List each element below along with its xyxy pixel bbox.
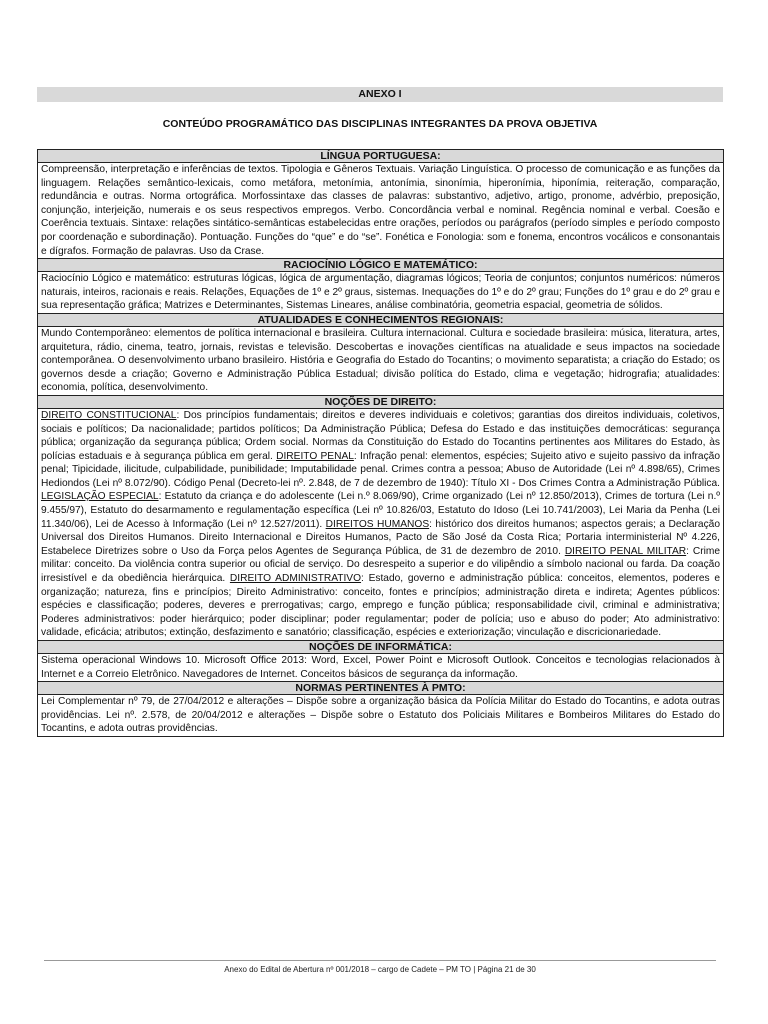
- section-text-portugues: Compreensão, interpretação e inferências de textos. Tipologia e Gêneros Textuais. Variação Linguística. O processo de comunicação e as funções da linguagem. Relações semântico-lexicais, como metáfora, metonímia, antonímia, sinonímia, hiperonímia, hiponímia, reiteração, comparação, redundância e outras. Norma ortográfica. Morfossintaxe das classes de palavras: substantivo, adjetivo, artigo, pronome, advérbio, preposição, conjunção, interjeição, numerais e os seus respectivos empregos. Verbo. Concordância verbal e nominal. Regência nominal e verbal. Coesão e Coerência textuais. Sintaxe: relações sintático-semânticas estabelecidas entre orações, períodos ou parágrafos (período simples e período composto por coordenação e subordinação). Pontuação. Funções do “que” e do “se”. Fonética e Fonologia: som e fonema, encontros vocálicos e consonantais e dígrafos. Formação de palavras. Uso da Crase.: [38, 163, 724, 259]
- section-body-row: [38, 408, 724, 640]
- section-text-atualidades: Mundo Contemporâneo: elementos de política internacional e brasileira. Cultura internacional. Cultura e sociedade brasileira: música, literatura, artes, arquitetura, rádio, cinema, teatro, jornais, revistas e televisão. Descobertas e inovações científicas na atualidade e seus impactos na sociedade contemporânea. O desenvolvimento urbano brasileiro. História e Geografia do Estado do Tocantins; o movimento separatista; a criação do Estado; os governos desde a criação; Governo e Administração Pública Estadual; divisão política do Estado, clima e vegetação; hidrografia; atualidades: economia, política, desenvolvimento.: [38, 326, 724, 395]
- section-text-direito: [38, 408, 724, 640]
- subject-label-administrativo: DIREITO ADMINISTRATIVO: [229, 573, 362, 585]
- section-title-atualidades: ATUALIDADES E CONHECIMENTOS REGIONAIS:: [38, 313, 724, 326]
- section-header-row: [38, 150, 724, 163]
- document-subtitle: CONTEÚDO PROGRAMÁTICO DAS DISCIPLINAS INTEGRANTES DA PROVA OBJETIVA: [162, 118, 598, 130]
- subject-text-constitucional: : Dos princípios fundamentais; direitos e deveres individuais e coletivos; garantias dos direitos individuais, coletivos, sociais e políticos; Da nacionalidade; partidos políticos; Da Administração Pública; Defesa do Estado e das instituições democráticas: segurança pública; organização da segurança pública; Ordem social. Normas da Constituição do Estado do Tocantins pertinentes aos Militares do Estado, às polícias estaduais e à segurança pública em geral.: [41, 409, 720, 462]
- footer-divider: [44, 960, 716, 961]
- section-header-row: [38, 641, 724, 654]
- subject-label-constitucional: DIREITO CONSTITUCIONAL: [41, 409, 177, 421]
- syllabus-table: [37, 149, 724, 737]
- subject-label-penal-militar: DIREITO PENAL MILITAR: [564, 545, 687, 557]
- page-footer: Anexo do Edital de Abertura nº 001/2018 – cargo de Cadete – PM TO | Página 21 de 30: [224, 965, 536, 974]
- section-header-row: [38, 395, 724, 408]
- section-text-raciocinio: Raciocínio Lógico e matemático: estruturas lógicas, lógica de argumentação, diagramas lógicos; Teoria de conjuntos; conjuntos numéricos: números naturais, inteiros, racionais e reais. Relações, Equações de 1º e 2º graus, sistemas. Inequações do 1º e do 2º grau; Funções do 1º grau e do 2º grau e sua representação gráfica; Matrizes e Determinantes, Sistemas Lineares, análise combinatória, geometria espacial, geometria de sólidos.: [38, 272, 724, 314]
- section-title-informatica: NOÇÕES DE INFORMÁTICA:: [38, 641, 724, 654]
- section-header-row: [38, 682, 724, 695]
- subject-label-penal: DIREITO PENAL: [276, 450, 354, 462]
- section-body-row: [38, 695, 724, 737]
- section-body-row: [38, 272, 724, 314]
- subject-label-legislacao: LEGISLAÇÃO ESPECIAL: [41, 491, 159, 503]
- subject-text-penal: : Infração penal: elementos, espécies; Sujeito ativo e sujeito passivo da infração penal; Tipicidade, ilicitude, culpabilidade, punibilidade; Imputabilidade penal. Crimes contra a pessoa; Abuso de Autoridade (Lei nº 4.898/65), Crimes Hediondos (Lei nº 8.072/90). Código Penal (Decreto-lei nº. 2.848, de 7 de dezembro de 1940): Título XI - Dos Crimes Contra a Administração Pública.: [41, 450, 721, 489]
- section-title-direito: NOÇÕES DE DIREITO:: [38, 395, 724, 408]
- subject-text-legislacao: : Estatuto da criança e do adolescente (Lei n.º 8.069/90), Crime organizado (Lei nº 12.850/2013), Crimes de tortura (Lei n.º 9.455/97), Estatuto do desarmamento e regulamentação específica (Lei nº 10.826/03, Estatuto do Idoso (Lei 10.741/2003), Lei Maria da Penha (Lei 11.340/06), Lei de Acesso à Informação (Lei nº 12.527/2011).: [41, 491, 720, 530]
- section-header-row: [38, 259, 724, 272]
- section-body-row: [38, 326, 724, 395]
- section-body-row: [38, 163, 724, 259]
- section-body-row: [38, 654, 724, 682]
- subject-text-direitos-humanos: : histórico dos direitos humanos; aspectos gerais; a Declaração Universal dos Direitos Humanos. Direito Internacional e Direitos Humanos, Pacto de São José da Costa Rica; Portaria interministerial Nº 4.226, Estabelece Diretrizes sobre o Uso da Força pelos Agentes de Segurança Pública, de 31 de dezembro de 2010.: [41, 518, 720, 557]
- section-title-normas: NORMAS PERTINENTES À PMTO:: [38, 682, 724, 695]
- section-text-informatica: Sistema operacional Windows 10. Microsoft Office 2013: Word, Excel, Power Point e Microsoft Outlook. Conceitos e tecnologias relacionados à Internet e a Correio Eletrônico. Navegadores de Internet. Conceitos básicos de segurança da informação.: [38, 654, 724, 682]
- section-title-raciocinio: RACIOCÍNIO LÓGICO E MATEMÁTICO:: [38, 259, 724, 272]
- annex-title: ANEXO I: [37, 87, 723, 102]
- section-text-normas: Lei Complementar nº 79, de 27/04/2012 e alterações – Dispõe sobre a organização básica da Polícia Militar do Estado do Tocantins, e adota outras providências. Lei nº. 2.578, de 20/04/2012 e alterações – Dispõe sobre o Estatuto dos Policiais Militares e Bombeiros Militares do Estado do Tocantins, e adota outras providências.: [38, 695, 724, 737]
- subject-label-direitos-humanos: DIREITOS HUMANOS: [325, 518, 430, 530]
- subject-text-penal-militar: : Crime militar: conceito. Da violência contra superior ou oficial de serviço. Do desrespeito a superior e do vilipêndio a símbolo nacional ou farda. Da coação irresistível e da obediência hierárquica.: [41, 545, 721, 585]
- section-header-row: [38, 313, 724, 326]
- subject-text-administrativo: : Estado, governo e administração pública: conceitos, elementos, poderes e organização; natureza, fins e princípios; Direito Administrativo: conceito, fontes e princípios; administração direta e indireta; Agentes públicos: espécies e classificação; poderes, deveres e prerrogativas; cargo, emprego e função pública; responsabilidade civil, criminal e administrativa; Poderes administrativos: poder hierárquico; poder disciplinar; poder regulamentar; poder de polícia; uso e abuso do poder; Ato administrativo: validade, eficácia; atributos; extinção, desfazimento e sanatório; classificação, espécies e exteriorização; vinculação e discricionariedade.: [41, 573, 720, 639]
- section-title-portugues: LÍNGUA PORTUGUESA:: [38, 150, 724, 163]
